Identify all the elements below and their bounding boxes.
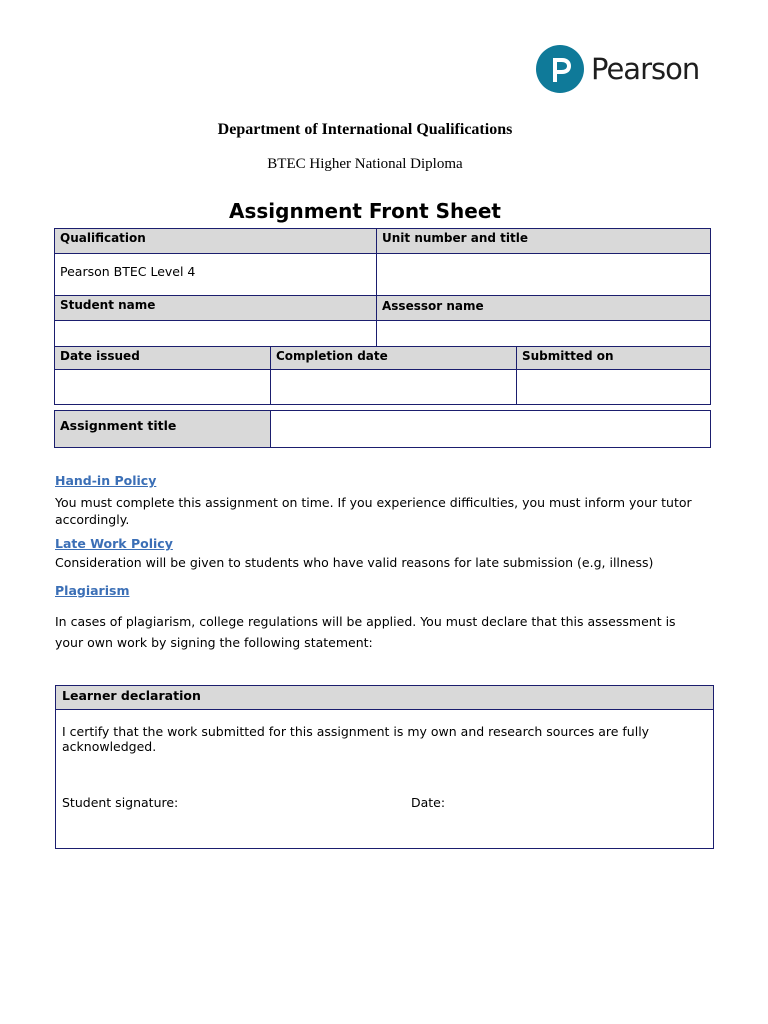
student-signature-label: Student signature: bbox=[62, 795, 179, 810]
learner-declaration-box bbox=[55, 685, 714, 849]
plagiarism-heading[interactable]: Plagiarism bbox=[55, 583, 130, 598]
submitted-on-label: Submitted on bbox=[517, 347, 710, 369]
completion-date-field[interactable] bbox=[271, 370, 516, 404]
submitted-on-field[interactable] bbox=[517, 370, 710, 404]
table-divider bbox=[55, 369, 710, 370]
assessor-name-label: Assessor name bbox=[377, 296, 710, 320]
plagiarism-text: In cases of plagiarism, college regulations will be applied. You must declare that this assessment is your own work by signing the following statement: bbox=[55, 614, 676, 650]
table-divider bbox=[56, 709, 713, 710]
declaration-date-label: Date: bbox=[411, 795, 446, 810]
table-divider bbox=[55, 295, 710, 296]
date-issued-field[interactable] bbox=[55, 370, 270, 404]
info-table bbox=[54, 228, 711, 405]
student-name-label: Student name bbox=[55, 296, 376, 320]
date-issued-label: Date issued bbox=[55, 347, 270, 369]
table-divider bbox=[270, 346, 271, 404]
assignment-title-field[interactable] bbox=[271, 411, 710, 447]
qualification-field[interactable]: Pearson BTEC Level 4 bbox=[60, 264, 196, 279]
assessor-name-field[interactable] bbox=[377, 321, 710, 346]
unit-field[interactable] bbox=[377, 254, 710, 295]
student-name-field[interactable] bbox=[55, 321, 376, 346]
table-divider bbox=[55, 320, 710, 321]
assignment-title-table bbox=[54, 410, 711, 448]
table-divider bbox=[376, 229, 377, 346]
diploma-subheading: BTEC Higher National Diploma bbox=[267, 156, 463, 172]
handin-policy-text: You must complete this assignment on time. If you experience difficulties, you must inform your tutor accordingly. bbox=[55, 495, 692, 527]
declaration-statement: I certify that the work submitted for this assignment is my own and research sources are fully acknowledged. bbox=[62, 724, 650, 754]
qualification-label: Qualification bbox=[55, 229, 376, 253]
department-heading: Department of International Qualifications bbox=[217, 121, 513, 138]
late-work-policy-text: Consideration will be given to students who have valid reasons for late submission (e.g, illness) bbox=[55, 555, 654, 570]
pearson-p-icon bbox=[536, 45, 584, 93]
table-divider bbox=[55, 253, 710, 254]
unit-label: Unit number and title bbox=[377, 229, 710, 253]
handin-policy-heading[interactable]: Hand-in Policy bbox=[55, 473, 157, 488]
pearson-logo bbox=[536, 45, 699, 93]
completion-date-label: Completion date bbox=[271, 347, 516, 369]
pearson-wordmark: Pearson bbox=[591, 52, 700, 86]
learner-declaration-heading: Learner declaration bbox=[56, 686, 713, 709]
table-divider bbox=[516, 346, 517, 404]
late-work-policy-heading[interactable]: Late Work Policy bbox=[55, 536, 173, 551]
table-divider bbox=[55, 346, 710, 347]
assignment-title-label: Assignment title bbox=[55, 411, 270, 447]
page-title: Assignment Front Sheet bbox=[229, 199, 501, 223]
